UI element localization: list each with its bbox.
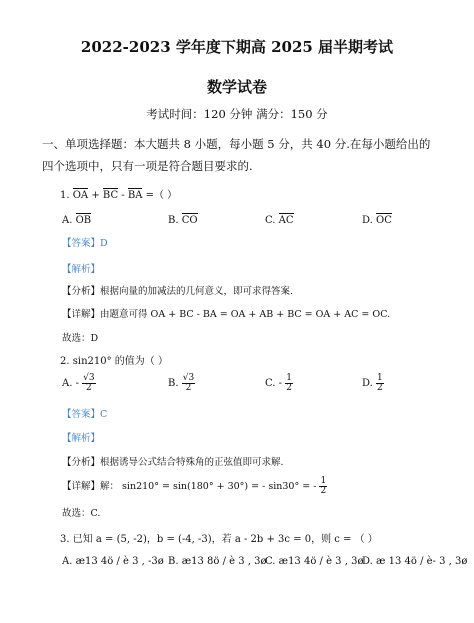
q1-option-c-value: AC xyxy=(279,212,294,226)
q1-option-d: D. OC xyxy=(362,212,392,226)
q3-option-d: D. æ 13 4ö / è- 3 , 3ø xyxy=(362,556,468,567)
q1-option-a-value: OB xyxy=(76,212,92,226)
q2-option-b: B. $\frac{√3}{2}$ xyxy=(168,373,195,393)
q3-option-d-value: æ 13 4ö / è- 3 , 3ø xyxy=(376,556,468,567)
q1-option-d-value: OC xyxy=(376,212,392,226)
q1-xiangjie-expr: OA + BC - BA = OA + AB + BC = OA + AC = OC. xyxy=(150,309,391,320)
q3-option-b: B. æ13 8ö / è 3 , 3ø xyxy=(168,556,267,567)
q3-option-a: A. æ13 4ö / è 3 , -3ø xyxy=(62,556,164,567)
question-2-stem: 2. sin210° 的值为（ ） xyxy=(60,356,168,367)
q1-xiangjie: 【详解】由题意可得 OA + BC - BA = OA + AB + BC = OA + AC = OC. xyxy=(62,309,391,320)
q1-option-a: A. OB xyxy=(62,212,91,226)
exam-info: 考试时间：120 分钟 满分：150 分 xyxy=(146,107,328,121)
q1-fenxi: 【分析】根据向量的加减法的几何意义，即可求得答案. xyxy=(62,286,294,297)
document-subtitle: 数学试卷 xyxy=(206,78,267,96)
q1-conclusion: 故选：D xyxy=(62,333,99,344)
question-3-number: 3. xyxy=(60,534,70,545)
q1-analysis-tag: 【解析】 xyxy=(62,264,101,275)
q2-option-a: A. - $\frac{√3}{2}$ xyxy=(62,373,95,393)
q3-option-c-value: æ13 4ö / è 3 , 3ø xyxy=(278,556,364,567)
q2-analysis-tag: 【解析】 xyxy=(62,433,101,444)
q1-answer: 【答案】D xyxy=(62,238,108,249)
q1-option-b: B. CO xyxy=(168,212,198,226)
vector-bc: BC xyxy=(103,187,118,201)
q2-option-c: C. - $\frac{1}{2}$ xyxy=(265,373,292,393)
question-1-stem: 1. OA + BC - BA =（ ） xyxy=(60,186,177,201)
q2-fenxi: 【分析】根据诱导公式结合特殊角的正弦值即可求解. xyxy=(62,457,284,468)
q3-option-b-value: æ13 8ö / è 3 , 3ø xyxy=(181,556,267,567)
q2-option-d: D. $\frac{1}{2}$ xyxy=(362,373,383,393)
q2-xiangjie-expr: sin210° = sin(180° + 30°) = - sin30° = - xyxy=(122,481,317,492)
section-heading-line1: 一、单项选择题：本大题共 8 小题，每小题 5 分，共 40 分.在每小题给出的 xyxy=(42,137,431,151)
q1-option-c: C. AC xyxy=(265,212,294,226)
question-3-stem: 3. 已知 a = (5, -2)，b = (-4, -3)，若 a - 2b + 3c = 0，则 c = （ ） xyxy=(60,534,378,545)
section-heading-line2: 四个选项中，只有一项是符合题目要求的. xyxy=(42,159,253,173)
q3-option-a-value: æ13 4ö / è 3 , -3ø xyxy=(75,556,164,567)
q3-option-c: C. æ13 4ö / è 3 , 3ø xyxy=(265,556,364,567)
question-1-tail: =（ ） xyxy=(145,190,178,201)
vector-oa: OA xyxy=(73,187,88,201)
q2-conclusion: 故选：C. xyxy=(62,508,101,519)
question-1-number: 1. xyxy=(60,190,70,201)
vector-ba: BA xyxy=(128,187,143,201)
q2-answer: 【答案】C xyxy=(62,409,108,420)
q2-xiangjie: 【详解】解： sin210° = sin(180° + 30°) = - sin30° = - $\frac{1}{2}$ xyxy=(62,476,327,496)
q1-option-b-value: CO xyxy=(182,212,198,226)
document-title: 2022-2023 学年度下期高 2025 届半期考试 xyxy=(80,38,394,56)
question-2-number: 2. xyxy=(60,356,70,367)
